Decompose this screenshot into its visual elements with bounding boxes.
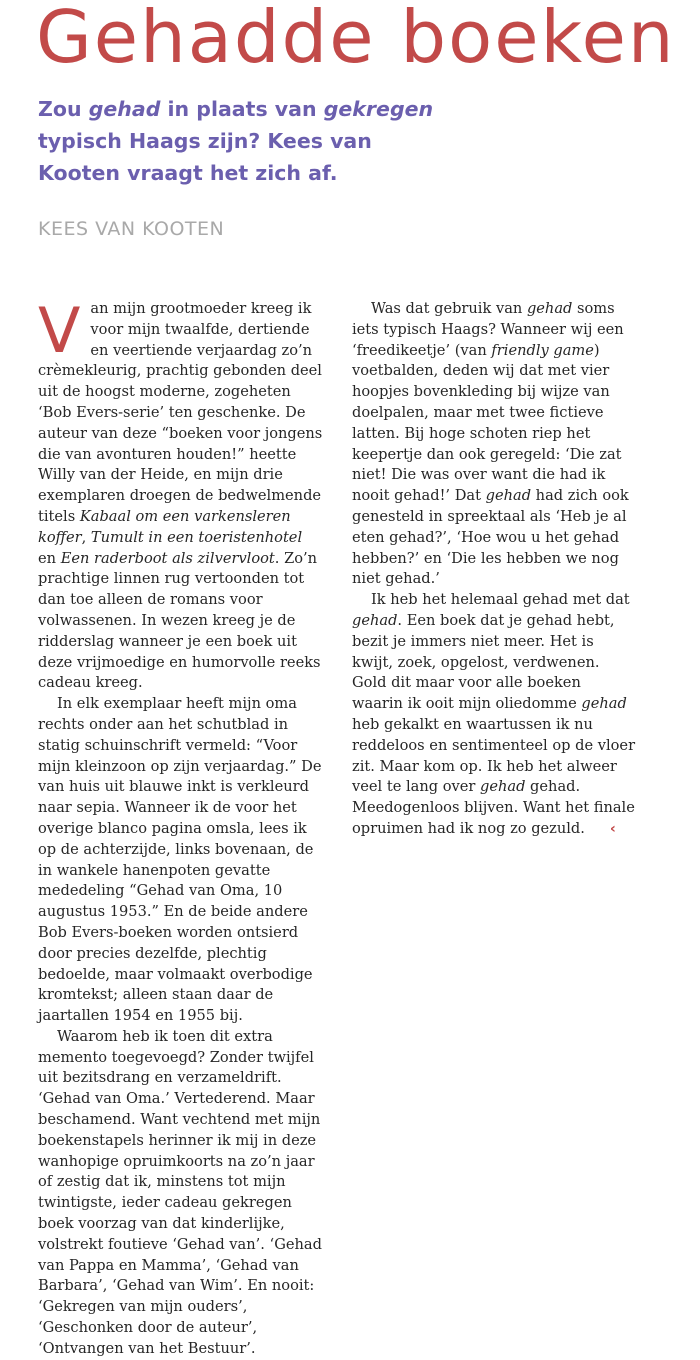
paragraph-1: Van mijn grootmoeder kreeg ik voor mijn twaalfde, dertiende en veertiende verjaardag zo’n crèmekleurig, prachtig gebonden deel uit de hoogst moderne, zogeheten ‘Bob Evers-serie’ ten geschenke. De auteur van deze “boeken voor jongens die van avonturen houden!” heette Willy van der Heide, en mijn drie exemplaren droegen de bedwelmende titels Kabaal om een varkensleren koffer, Tumult in een toeristenhotel en Een raderboot als zilvervloot. Zo’n prachtige linnen rug vertoonden tot dan toe alleen de romans voor volwassenen. In wezen kreeg je de ridderslag wanneer je een boek uit deze vrijmoedige en humorvolle reeks cadeau kreeg. xyxy=(38,294,323,692)
text-column-left xyxy=(38,294,324,1360)
drop-cap: V xyxy=(38,294,81,367)
paragraph-3: Waarom heb ik toen dit extra memento toegevoegd? Zonder twijfel uit bezitsdrang en verzameldrift. ‘Gehad van Oma.’ Vertederend. Maar beschamend. Want vechtend met mijn boekenstapels herinner ik mij in deze wanhopige opruimkoorts na zo’n jaar of zestig dat ik, minstens tot mijn twintigste, ieder cadeau gekregen boek voorzag van dat kinderlijke, volstrekt foutieve ‘Gehad van’. ‘Gehad van Pappa en Mamma’, ‘Gehad van Barbara’, ‘Gehad van Wim’. En nooit: ‘Gekregen van mijn ouders’, ‘Geschonken door de auteur’, ‘Ontvangen van het Bestuur’. xyxy=(38,1027,322,1357)
article-title: Gehadde boeken xyxy=(36,0,676,79)
text-column-right xyxy=(352,299,636,840)
article-lead: Zou gehad in plaats van gekregen typisch Haags zijn? Kees van Kooten vraagt het zich af. xyxy=(38,97,434,185)
end-mark-icon: ‹ xyxy=(609,819,616,837)
paragraph-4: Was dat gebruik van gehad soms iets typisch Haags? Wanneer wij een ‘freedikeetje’ (van friendly game) voetbalden, deden wij dat met vier hoopjes bovenkleding bij wijze van doelpalen, maar met twee fictieve latten. Bij hoge schoten riep het keepertje dan ook geregeld: ‘Die zat niet! Die was over want die had ik nooit gehad!’ Dat gehad had zich ook genesteld in spreektaal als ‘Heb je al eten gehad?’, ‘Hoe wou u het gehad hebben?’ en ‘Die les hebben we nog niet gehad.’ xyxy=(352,300,629,588)
article-author: KEES VAN KOOTEN xyxy=(38,218,225,240)
paragraph-2: In elk exemplaar heeft mijn oma rechts onder aan het schutblad in statig schuinschrift vermeld: “Voor mijn kleinzoon op zijn verjaardag.” De van huis uit blauwe inkt is verkleurd naar sepia. Wanneer ik de voor het overige blanco pagina omsla, lees ik op de achterzijde, links bovenaan, de in wankele hanenpoten gevatte mededeling “Gehad van Oma, 10 augustus 1953.” En de beide andere Bob Evers-boeken worden ontsierd door precies dezelfde, plechtig bedoelde, maar volmaakt overbodige kromtekst; alleen staan daar de jaartallen 1954 en 1955 bij. xyxy=(38,695,322,1025)
paragraph-5: Ik heb het helemaal gehad met dat gehad. Een boek dat je gehad hebt, bezit je immers niet meer. Het is kwijt, zoek, opgelost, verdwenen. Gold dit maar voor alle boeken waarin ik ooit mijn oliedomme gehad heb gekalkt en waartussen ik nu reddeloos en sentimenteel op de vloer zit. Maar kom op. Ik heb het alweer veel te lang over gehad gehad. Meedogenloos blijven. Want het finale opruimen had ik nog zo gezuld. ‹ xyxy=(352,590,636,840)
